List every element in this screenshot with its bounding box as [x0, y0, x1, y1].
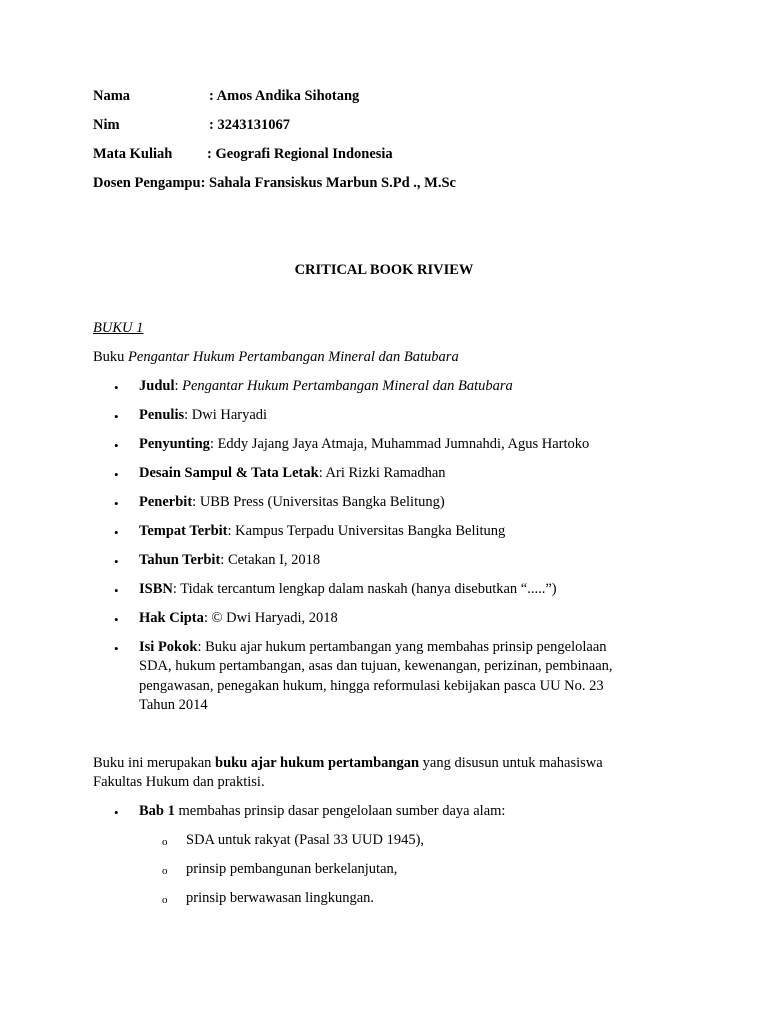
para-bold: buku ajar hukum pertambangan	[215, 755, 420, 771]
book-detail-item	[139, 377, 513, 396]
bab1-sub-item: SDA untuk rakyat (Pasal 33 UUD 1945),	[186, 832, 425, 848]
bullet-marker: •	[114, 554, 119, 569]
lecturer-value: : Sahala Fransiskus Marbun S.Pd ., M.Sc	[200, 175, 456, 191]
bullet-marker: •	[114, 525, 119, 540]
book-detail-item	[139, 522, 505, 541]
book-detail-label: Hak Cipta	[139, 610, 204, 626]
bab1-label: Bab 1	[139, 803, 175, 819]
book-detail-value: Pengantar Hukum Pertambangan Mineral dan Batubara	[182, 378, 513, 394]
book-detail-sep: :	[227, 523, 236, 539]
book-detail-label: Tahun Terbit	[139, 552, 221, 568]
book-detail-label: Penulis	[139, 407, 185, 423]
book-detail-value: Tidak tercantum lengkap dalam naskah (hanya disebutkan “.....”)	[180, 581, 557, 597]
book-detail-label: Penerbit	[139, 494, 193, 510]
para-suffix: yang disusun untuk mahasiswa	[419, 755, 603, 771]
bab1-sub-item: prinsip berwawasan lingkungan.	[186, 890, 375, 906]
bullet-marker: •	[114, 438, 119, 453]
course-label: Mata Kuliah	[93, 146, 173, 162]
isi-pokok-sep: :	[197, 639, 206, 655]
bullet-marker: •	[114, 641, 119, 656]
book-detail-sep: :	[318, 465, 326, 481]
sub-bullet-marker: o	[162, 894, 168, 906]
name-label: Nama	[93, 88, 131, 104]
nim-label: Nim	[93, 117, 120, 133]
book-detail-label: Judul	[139, 378, 175, 394]
book-detail-sep: :	[220, 552, 228, 568]
para-prefix: Buku ini merupakan	[93, 755, 216, 771]
book-detail-value: Cetakan I, 2018	[227, 552, 321, 568]
nim-value: : 3243131067	[209, 117, 290, 133]
bab1-line	[139, 802, 505, 821]
book-detail-label: Tempat Terbit	[139, 523, 228, 539]
book-heading: BUKU 1	[93, 320, 144, 336]
isi-pokok-line-1	[139, 638, 607, 657]
bab1-sub-item: prinsip pembangunan berkelanjutan,	[186, 861, 398, 877]
book-detail-label: Penyunting	[139, 436, 210, 452]
sub-bullet-marker: o	[162, 865, 168, 877]
book-detail-sep: :	[203, 610, 212, 626]
book-detail-item	[139, 493, 445, 512]
course-value: : Geografi Regional Indonesia	[207, 146, 393, 162]
book-intro	[93, 348, 459, 367]
book-detail-value: Kampus Terpadu Universitas Bangka Belitung	[235, 523, 506, 539]
book-detail-value: Dwi Haryadi	[191, 407, 268, 423]
book-detail-sep: :	[172, 581, 181, 597]
isi-pokok-text-4: Tahun 2014	[139, 697, 208, 713]
book-detail-sep: :	[209, 436, 218, 452]
name-value: : Amos Andika Sihotang	[209, 88, 360, 104]
lecturer-line	[93, 174, 456, 193]
book-paragraph-line-2: Fakultas Hukum dan praktisi.	[93, 774, 265, 790]
book-detail-sep: :	[192, 494, 200, 510]
book-detail-item	[139, 551, 320, 570]
book-detail-sep: :	[174, 378, 183, 394]
book-intro-prefix: Buku	[93, 349, 129, 365]
book-detail-sep: :	[184, 407, 192, 423]
book-detail-item	[139, 580, 557, 599]
book-detail-item	[139, 609, 338, 628]
page-title: CRITICAL BOOK RIVIEW	[294, 262, 474, 278]
bullet-marker: •	[114, 805, 119, 820]
isi-pokok-text-2: SDA, hukum pertambangan, asas dan tujuan, kewenangan, perizinan, pembinaan,	[139, 658, 613, 674]
bab1-text: membahas prinsip dasar pengelolaan sumber daya alam:	[174, 803, 506, 819]
book-detail-item	[139, 464, 446, 483]
book-intro-title: Pengantar Hukum Pertambangan Mineral dan Batubara	[128, 349, 459, 365]
book-detail-label: ISBN	[139, 581, 173, 597]
book-detail-value: UBB Press (Universitas Bangka Belitung)	[199, 494, 445, 510]
book-detail-item	[139, 406, 267, 425]
sub-bullet-marker: o	[162, 836, 168, 848]
bullet-marker: •	[114, 496, 119, 511]
bullet-marker: •	[114, 467, 119, 482]
book-detail-label: Desain Sampul & Tata Letak	[139, 465, 319, 481]
isi-pokok-text-1: Buku ajar hukum pertambangan yang membahas prinsip pengelolaan	[205, 639, 607, 655]
bullet-marker: •	[114, 380, 119, 395]
bullet-marker: •	[114, 583, 119, 598]
book-detail-value: © Dwi Haryadi, 2018	[211, 610, 338, 626]
isi-pokok-label: Isi Pokok	[139, 639, 198, 655]
book-detail-value: Eddy Jajang Jaya Atmaja, Muhammad Jumnahdi, Agus Hartoko	[217, 436, 590, 452]
lecturer-label: Dosen Pengampu	[93, 175, 201, 191]
book-detail-value: Ari Rizki Ramadhan	[325, 465, 446, 481]
book-paragraph-line-1	[93, 754, 603, 773]
book-detail-item	[139, 435, 589, 454]
bullet-marker: •	[114, 409, 119, 424]
bullet-marker: •	[114, 612, 119, 627]
isi-pokok-text-3: pengawasan, penegakan hukum, hingga reformulasi kebijakan pasca UU No. 23	[139, 678, 604, 694]
